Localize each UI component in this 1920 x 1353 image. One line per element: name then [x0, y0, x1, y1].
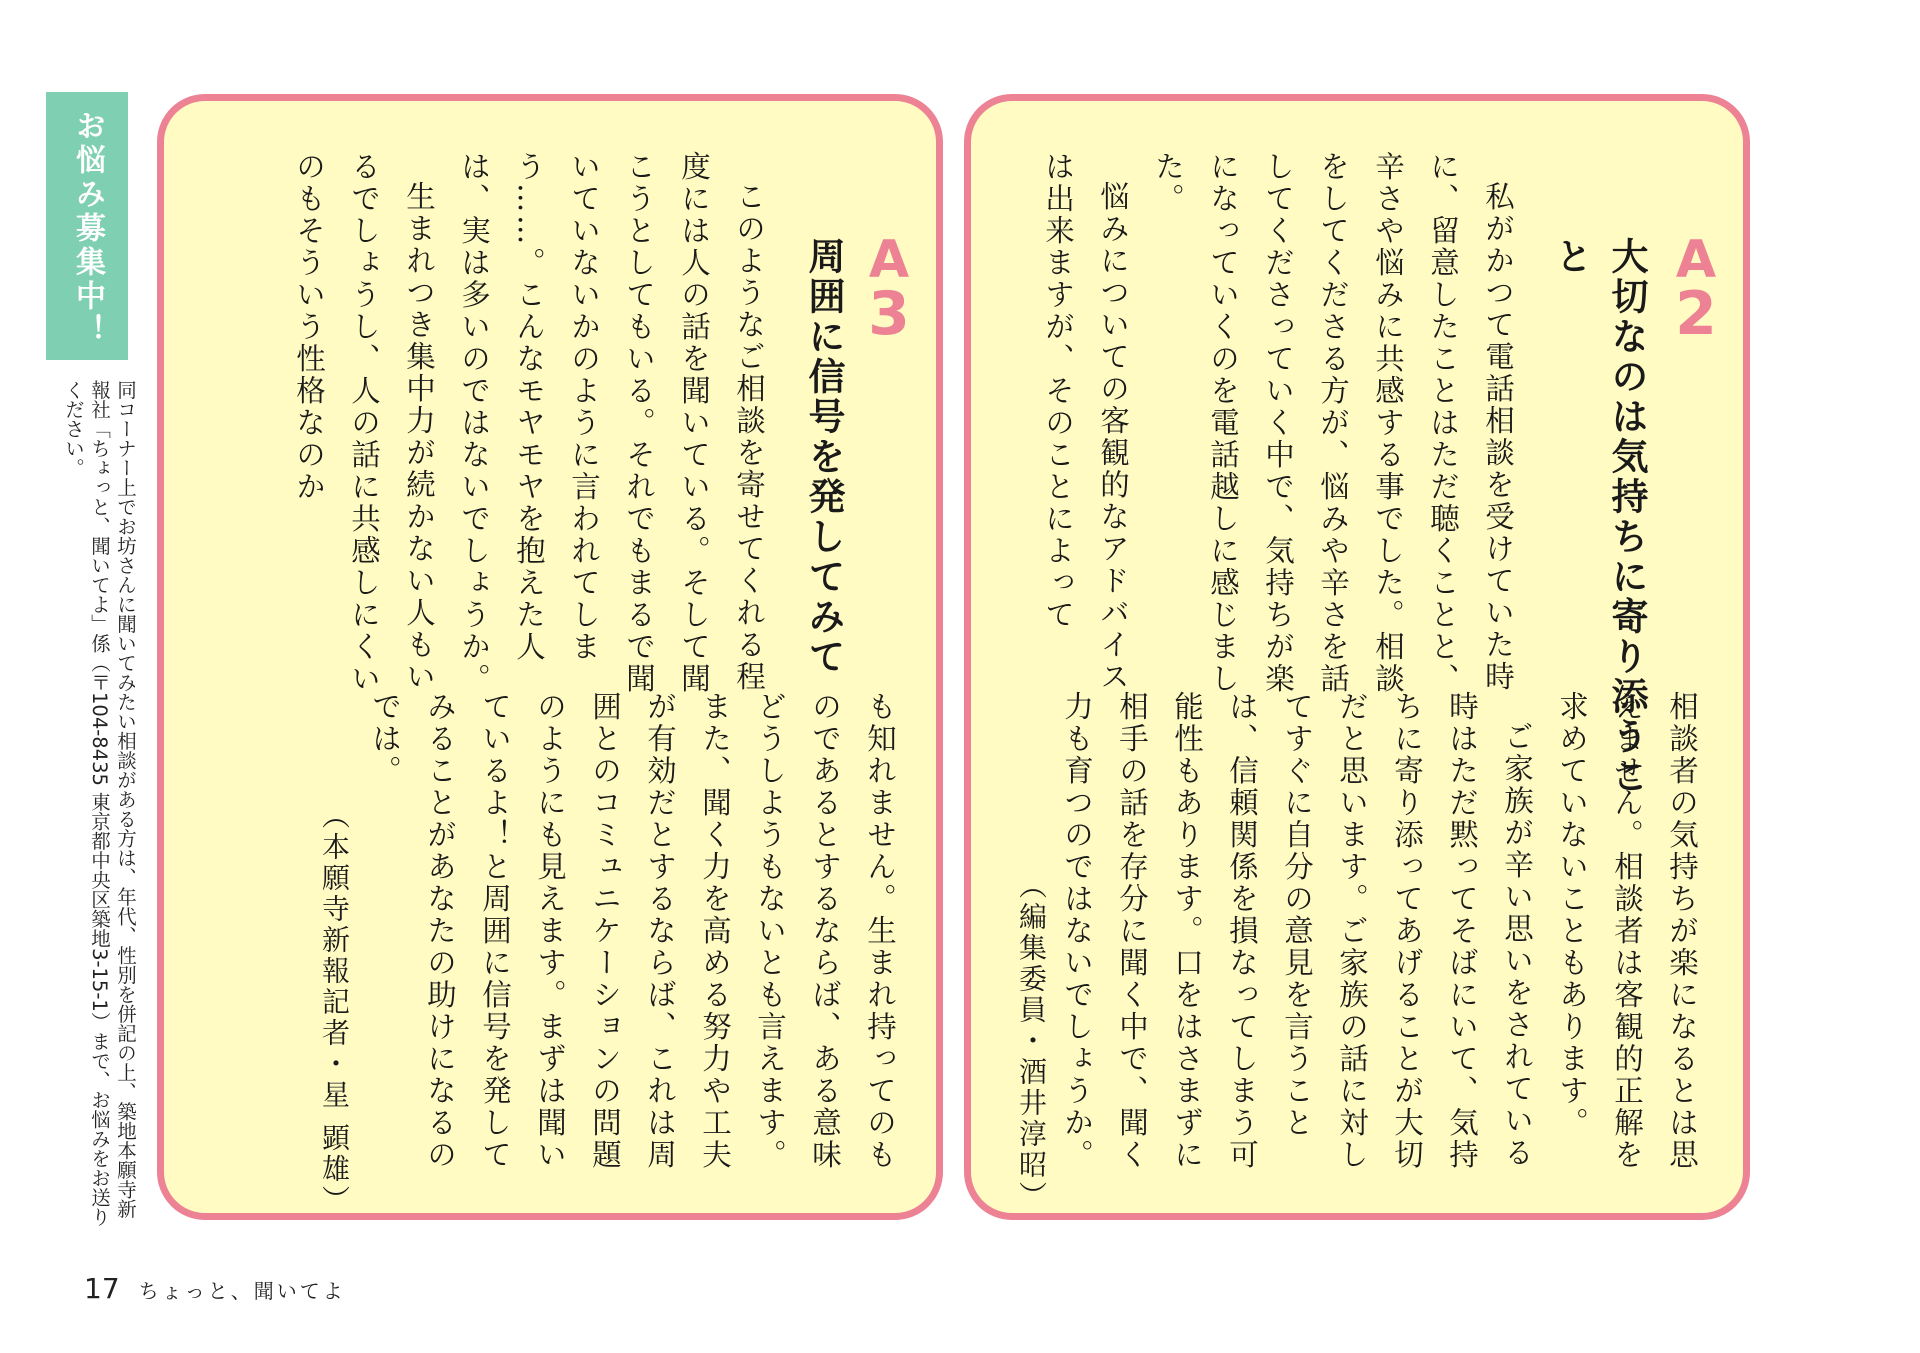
answer-heading: 大切なのは気持ちに寄り添うこと [1549, 237, 1649, 797]
submission-note: 同コーナー上でお坊さんに聞いてみたい相談がある方は、年代、性別を併記の上、築地本願寺新報社「ちょっと、聞いてよ」係（〒104-8435 東京都中央区築地3-15-1）まで、お悩みをお送りください。 [62, 380, 137, 1227]
body-paragraph: ご家族が辛い思いをされている時はただ黙ってそばにいて、気持ちに寄り添ってあげることが大切だと思います。ご家族の話に対してすぐに自分の意見を言うことは、信頼関係を損なってしまう可能性もあります。口をはさまずに相手の話を存分に聞く中で、聞く力も育つのではないでしょうか。 [1060, 691, 1534, 1171]
answer-body-upper [1011, 151, 1525, 723]
body-paragraph: 生まれつき集中力が続かない人もいるでしょうし、人の話に共感しにくいのもそういう性格なのか [292, 151, 436, 695]
page-number: 17 [84, 1272, 120, 1305]
answer-label-letter: A [1675, 230, 1717, 290]
answer-body-lower [1060, 691, 1709, 1181]
page-footer [84, 1272, 346, 1305]
submission-tab-label: お悩み募集中！ [70, 110, 105, 348]
answer-heading: 周囲に信号を発してみて [802, 237, 846, 677]
answer-card-a2 [964, 94, 1750, 1220]
column-title: ちょっと、聞いてよ [138, 1279, 346, 1303]
answer-label-a2 [1661, 230, 1731, 349]
body-paragraph: このようなご相談を寄せてくれる程度には人の話を聞いている。そして聞こうとしてもいる。それでもまるで聞いていないかのように言われてしまう……。こんなモヤモヤを抱えた人は、実は多いのではないでしょうか。 [457, 151, 766, 695]
body-paragraph: 相談者の気持ちが楽になるとは思えません。相談者は客観的正解を求めていないこともあります。 [1555, 691, 1699, 1171]
answer-card-a3 [157, 94, 943, 1220]
answer-body-upper [206, 151, 776, 723]
answer-label-a3 [854, 230, 924, 349]
answer-body-lower [368, 691, 907, 1181]
answer-label-letter: A [868, 230, 910, 290]
body-paragraph: 私がかつて電話相談を受けていた時に、留意したことはただ聴くことと、辛さや悩みに共感する事でした。相談をしてくださる方が、悩みや辛さを話してくださっていく中で、気持ちが楽になっていくのを電話越しに感じました。 [1151, 151, 1515, 695]
body-paragraph: 悩みについての客観的なアドバイスは出来ますが、そのことによって [1041, 151, 1130, 693]
answer-signature: （本願寺新報記者・星 顕雄） [318, 801, 351, 1216]
answer-label-number: 3 [868, 279, 910, 349]
body-paragraph: も知れません。生まれ持ってのものであるとするならば、ある意味どうしようもないとも言えます。また、聞く力を高める努力や工夫が有効だとするならば、これは周囲とのコミュニケーションの問題のようにも見えます。まずは聞いているよ！と周囲に信号を発してみることがあなたの助けになるのでは。 [368, 691, 897, 1171]
answer-signature: （編集委員・酒井淳昭） [1015, 871, 1048, 1212]
answer-label-number: 2 [1675, 279, 1717, 349]
submission-tab [46, 92, 128, 360]
